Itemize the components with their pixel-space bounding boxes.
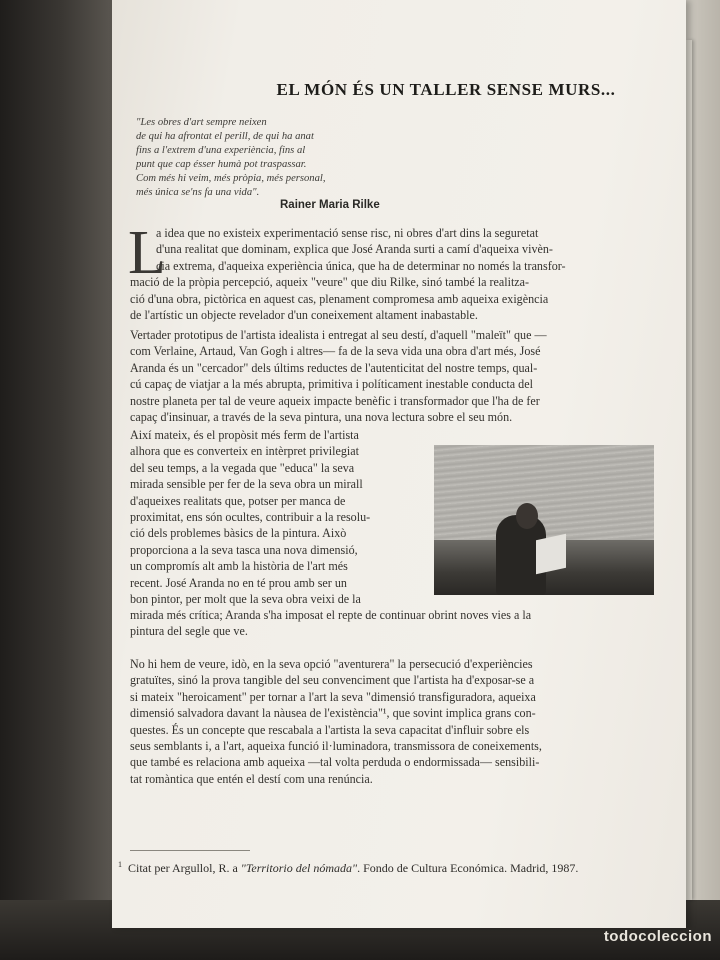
photo-painter-head [516, 503, 538, 529]
footnote [118, 860, 578, 876]
paragraph-1 [128, 219, 654, 323]
book-page [112, 0, 686, 928]
footnote-prefix: Citat per Argullol, R. a [128, 861, 241, 875]
paragraph-line: mació de la pròpia percepció, aqueix "veure" que diu Rilke, sinó també la realitza- [130, 275, 530, 290]
paragraph-line: capaç d'insinuar, a través de la seva pintura, una nova lectura sobre el seu món. [130, 410, 513, 425]
paragraph-line: recent. José Aranda no en té prou amb ser un [130, 575, 347, 590]
paragraph-line: d'una realitat que dominam, explica que José Aranda surti a camí d'aqueixa vivèn- [156, 242, 553, 257]
paragraph-line: cia extrema, d'aqueixa experiència única, que ha de determinar no només la transfor- [156, 258, 566, 273]
paragraph-line: si mateix "heroicament" per tornar a l'art la seva "dimensió transfiguradora, aqueixa [130, 689, 536, 704]
paragraph-line: nostre planeta per tal de veure aqueix impacte benèfic i transformador que l'ha de fer [130, 393, 540, 408]
paragraph-4 [130, 656, 654, 787]
paragraph-line: Vertader prototipus de l'artista idealista i entregat al seu destí, d'aquell "maleït" que — [130, 328, 547, 342]
paragraph-line: proporciona a la seva tasca una nova dimensió, [130, 542, 358, 557]
epigraph-author: Rainer Maria Rilke [280, 199, 380, 211]
epigraph-line: "Les obres d'art sempre neixen [136, 117, 267, 128]
paragraph-line: alhora que es converteix en intèrpret privilegiat [130, 444, 360, 459]
paragraph-line: Aranda és un "cercador" dels últims reductes de l'autenticitat del nostre temps, qual- [130, 360, 538, 375]
paragraph-line: Així mateix, és el propòsit més ferm de l'artista [130, 428, 359, 442]
page-title: EL MÓN ÉS UN TALLER SENSE MURS... [276, 80, 616, 99]
footnote-work: "Territorio del nómada" [240, 861, 358, 875]
paragraph-line: mirada sensible per fer de la seva obra un mirall [130, 477, 363, 492]
footnote-rule [130, 850, 250, 851]
epigraph-line: més única se'ns fa una vida". [136, 187, 260, 199]
paragraph-line: a idea que no existeix experimentació sense risc, ni obres d'art dins la seguretat [156, 226, 539, 240]
paragraph-2 [130, 327, 654, 425]
artist-photo [434, 445, 654, 595]
epigraph-line: Com més hi veim, més pròpia, més personal, [136, 173, 326, 185]
paragraph-line: de l'artístic un objecte revelador d'un coneixement altament inabastable. [130, 308, 478, 323]
photo-canvas-board [536, 534, 566, 574]
page-edge [686, 40, 692, 900]
background-left [0, 0, 112, 960]
epigraph-line: de qui ha afrontat el perill, de qui ha anat [136, 131, 314, 143]
footnote-marker: 1 [118, 860, 122, 869]
paragraph-line: d'aqueixes realitats que, potser per manca de [130, 493, 346, 508]
paragraph-line: proximitat, ens són ocultes, contribuir a la resolu- [130, 510, 371, 525]
watermark: todocoleccion [603, 928, 712, 945]
paragraph-line: ció d'una obra, pictòrica en aquest cas, plenament compromesa amb aqueixa exigència [130, 291, 549, 306]
paragraph-line: cú capaç de viatjar a la més abrupta, primitiva i políticament inestable conducta del [130, 377, 533, 392]
epigraph-line: punt que cap ésser humà pot traspassar. [136, 159, 307, 171]
paragraph-line: com Verlaine, Artaud, Van Gogh i altres— fa de la seva vida una obra d'art més, José [130, 344, 541, 359]
paragraph-line: ció dels problemes bàsics de la pintura. Això [130, 526, 347, 541]
paragraph-3 [130, 427, 450, 607]
paragraph-line: questes. És un concepte que rescabala a l'artista la seva capacitat d'influir sobre els [130, 722, 530, 737]
epigraph-quote [136, 116, 436, 201]
drop-cap: L [128, 219, 166, 287]
paragraph-line: gratuïtes, sinó la prova tangible del seu convenciment que l'artista ha d'exposar-se a [130, 673, 535, 688]
paragraph-line: seus semblants i, a l'art, aqueixa funció il·luminadora, transmissora de coneixements, [130, 739, 542, 754]
paragraph-line: del seu temps, a la vegada que "educa" la seva [130, 460, 355, 475]
epigraph-line: fins a l'extrem d'una experiència, fins al [136, 145, 306, 157]
paragraph-3-tail [130, 607, 654, 640]
paragraph-line: mirada més crítica; Aranda s'ha imposat el repte de continuar obrint noves vies a la [130, 608, 532, 622]
footnote-suffix: . Fondo de Cultura Económica. Madrid, 1987. [357, 861, 579, 875]
paragraph-line: que també es relaciona amb aqueixa —tal volta perduda o endormissada— sensibili- [130, 755, 540, 770]
paragraph-line: tat romàntica que entén el destí com una renúncia. [130, 771, 373, 786]
paragraph-line: un compromís alt amb la història de l'art més [130, 559, 348, 574]
paragraph-line: pintura del segle que ve. [130, 624, 248, 639]
paragraph-line: No hi hem de veure, idò, en la seva opció "aventurera" la persecució d'experiències [130, 657, 533, 671]
paragraph-line: bon pintor, per molt que la seva obra veixi de la [130, 592, 361, 607]
paragraph-line: dimensió salvadora davant la nàusea de l'existència"¹, que sovint implica grans con- [130, 706, 536, 721]
